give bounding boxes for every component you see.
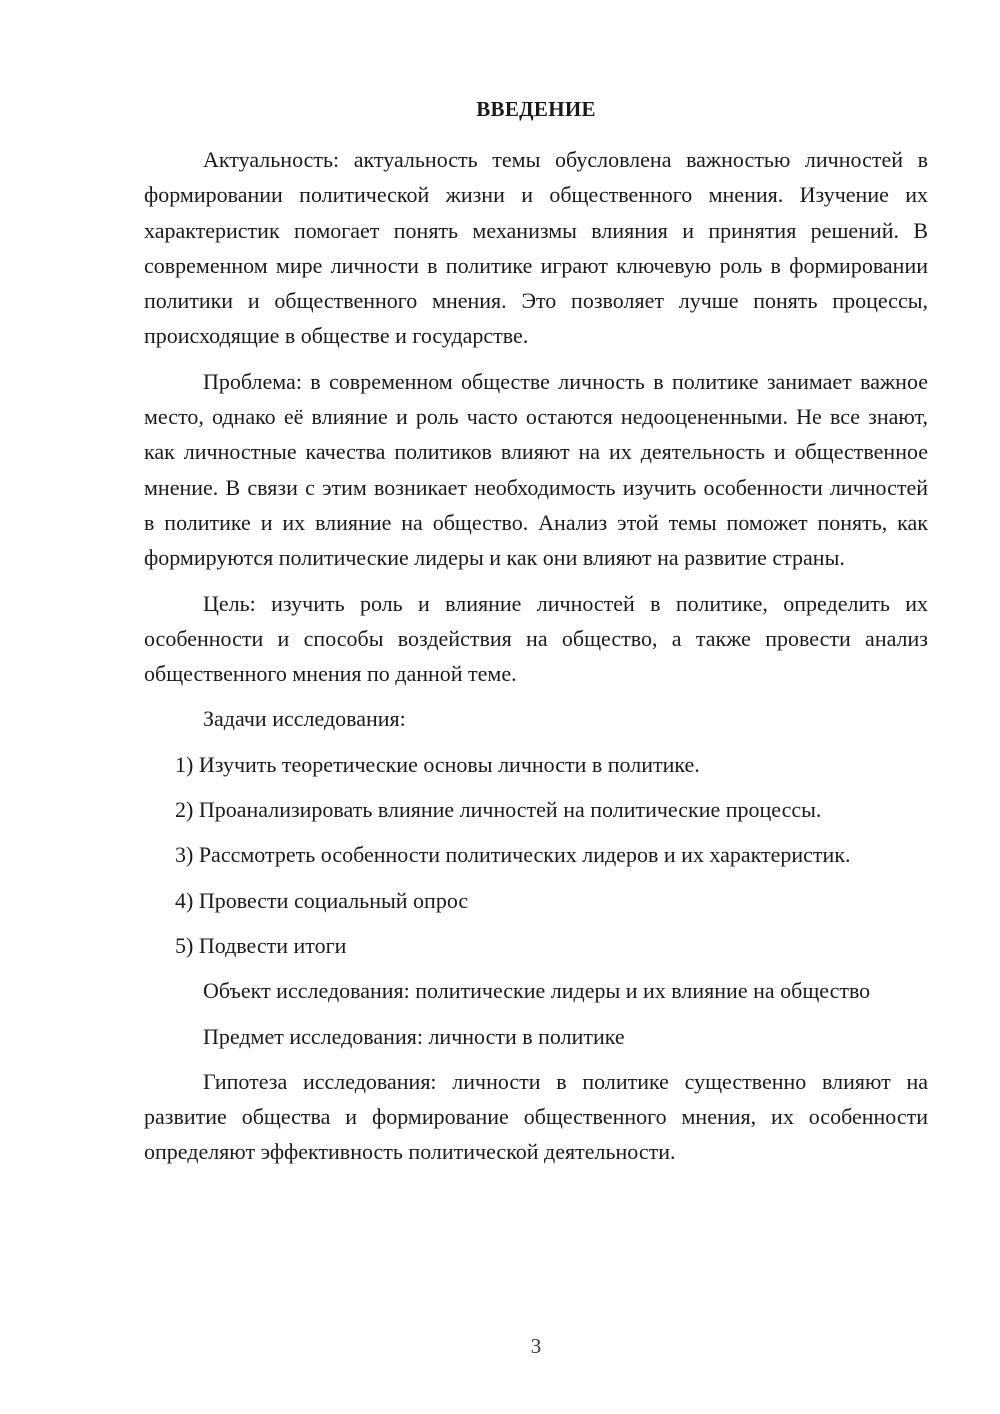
paragraph-object: Объект исследования: политические лидеры и их влияние на общество — [203, 978, 871, 1004]
page-number: 3 — [530, 1334, 542, 1358]
page-title: ВВЕДЕНИЕ — [476, 97, 596, 121]
task-item: 4) Провести социальный опрос — [175, 887, 469, 913]
paragraph-problem: Проблема: в современном обществе личность в политике занимает важное место, однако её влияние и роль часто остаются недооцененными. Не все знают, как личностные качества политиков влияют на их деятельность и общественное мнение. В связи с этим возникает необходимость изучить особенности личностей в политике и их влияние на общество. Анализ этой темы поможет понять, как формируются политические лидеры и как они влияют на развитие страны. — [144, 368, 928, 571]
paragraph-relevance: Актуальность: актуальность темы обусловлена важностью личностей в формировании политической жизни и общественного мнения. Изучение их характеристик помогает понять механизмы влияния и принятия решений. В современном мире личности в политике играют ключевую роль в формировании политики и общественного мнения. Это позволяет лучше понять процессы, происходящие в обществе и государстве. — [144, 147, 928, 349]
task-item: 3) Рассмотреть особенности политических лидеров и их характеристик. — [175, 842, 851, 868]
task-item: 1) Изучить теоретические основы личности в политике. — [175, 751, 700, 777]
paragraph-subject: Предмет исследования: личности в политике — [203, 1023, 625, 1049]
paragraph-goal: Цель: изучить роль и влияние личностей в политике, определить их особенности и способы воздействия на общество, а также провести анализ общественного мнения по данной теме. — [144, 590, 928, 687]
document-body — [144, 142, 928, 1180]
tasks-heading: Задачи исследования: — [203, 706, 406, 732]
task-item: 5) Подвести итоги — [175, 932, 347, 958]
task-item: 2) Проанализировать влияние личностей на политические процессы. — [175, 797, 822, 823]
paragraph-hypothesis: Гипотеза исследования: личности в политике существенно влияют на развитие общества и формирование общественного мнения, их особенности определяют эффективность политической деятельности. — [144, 1068, 928, 1165]
